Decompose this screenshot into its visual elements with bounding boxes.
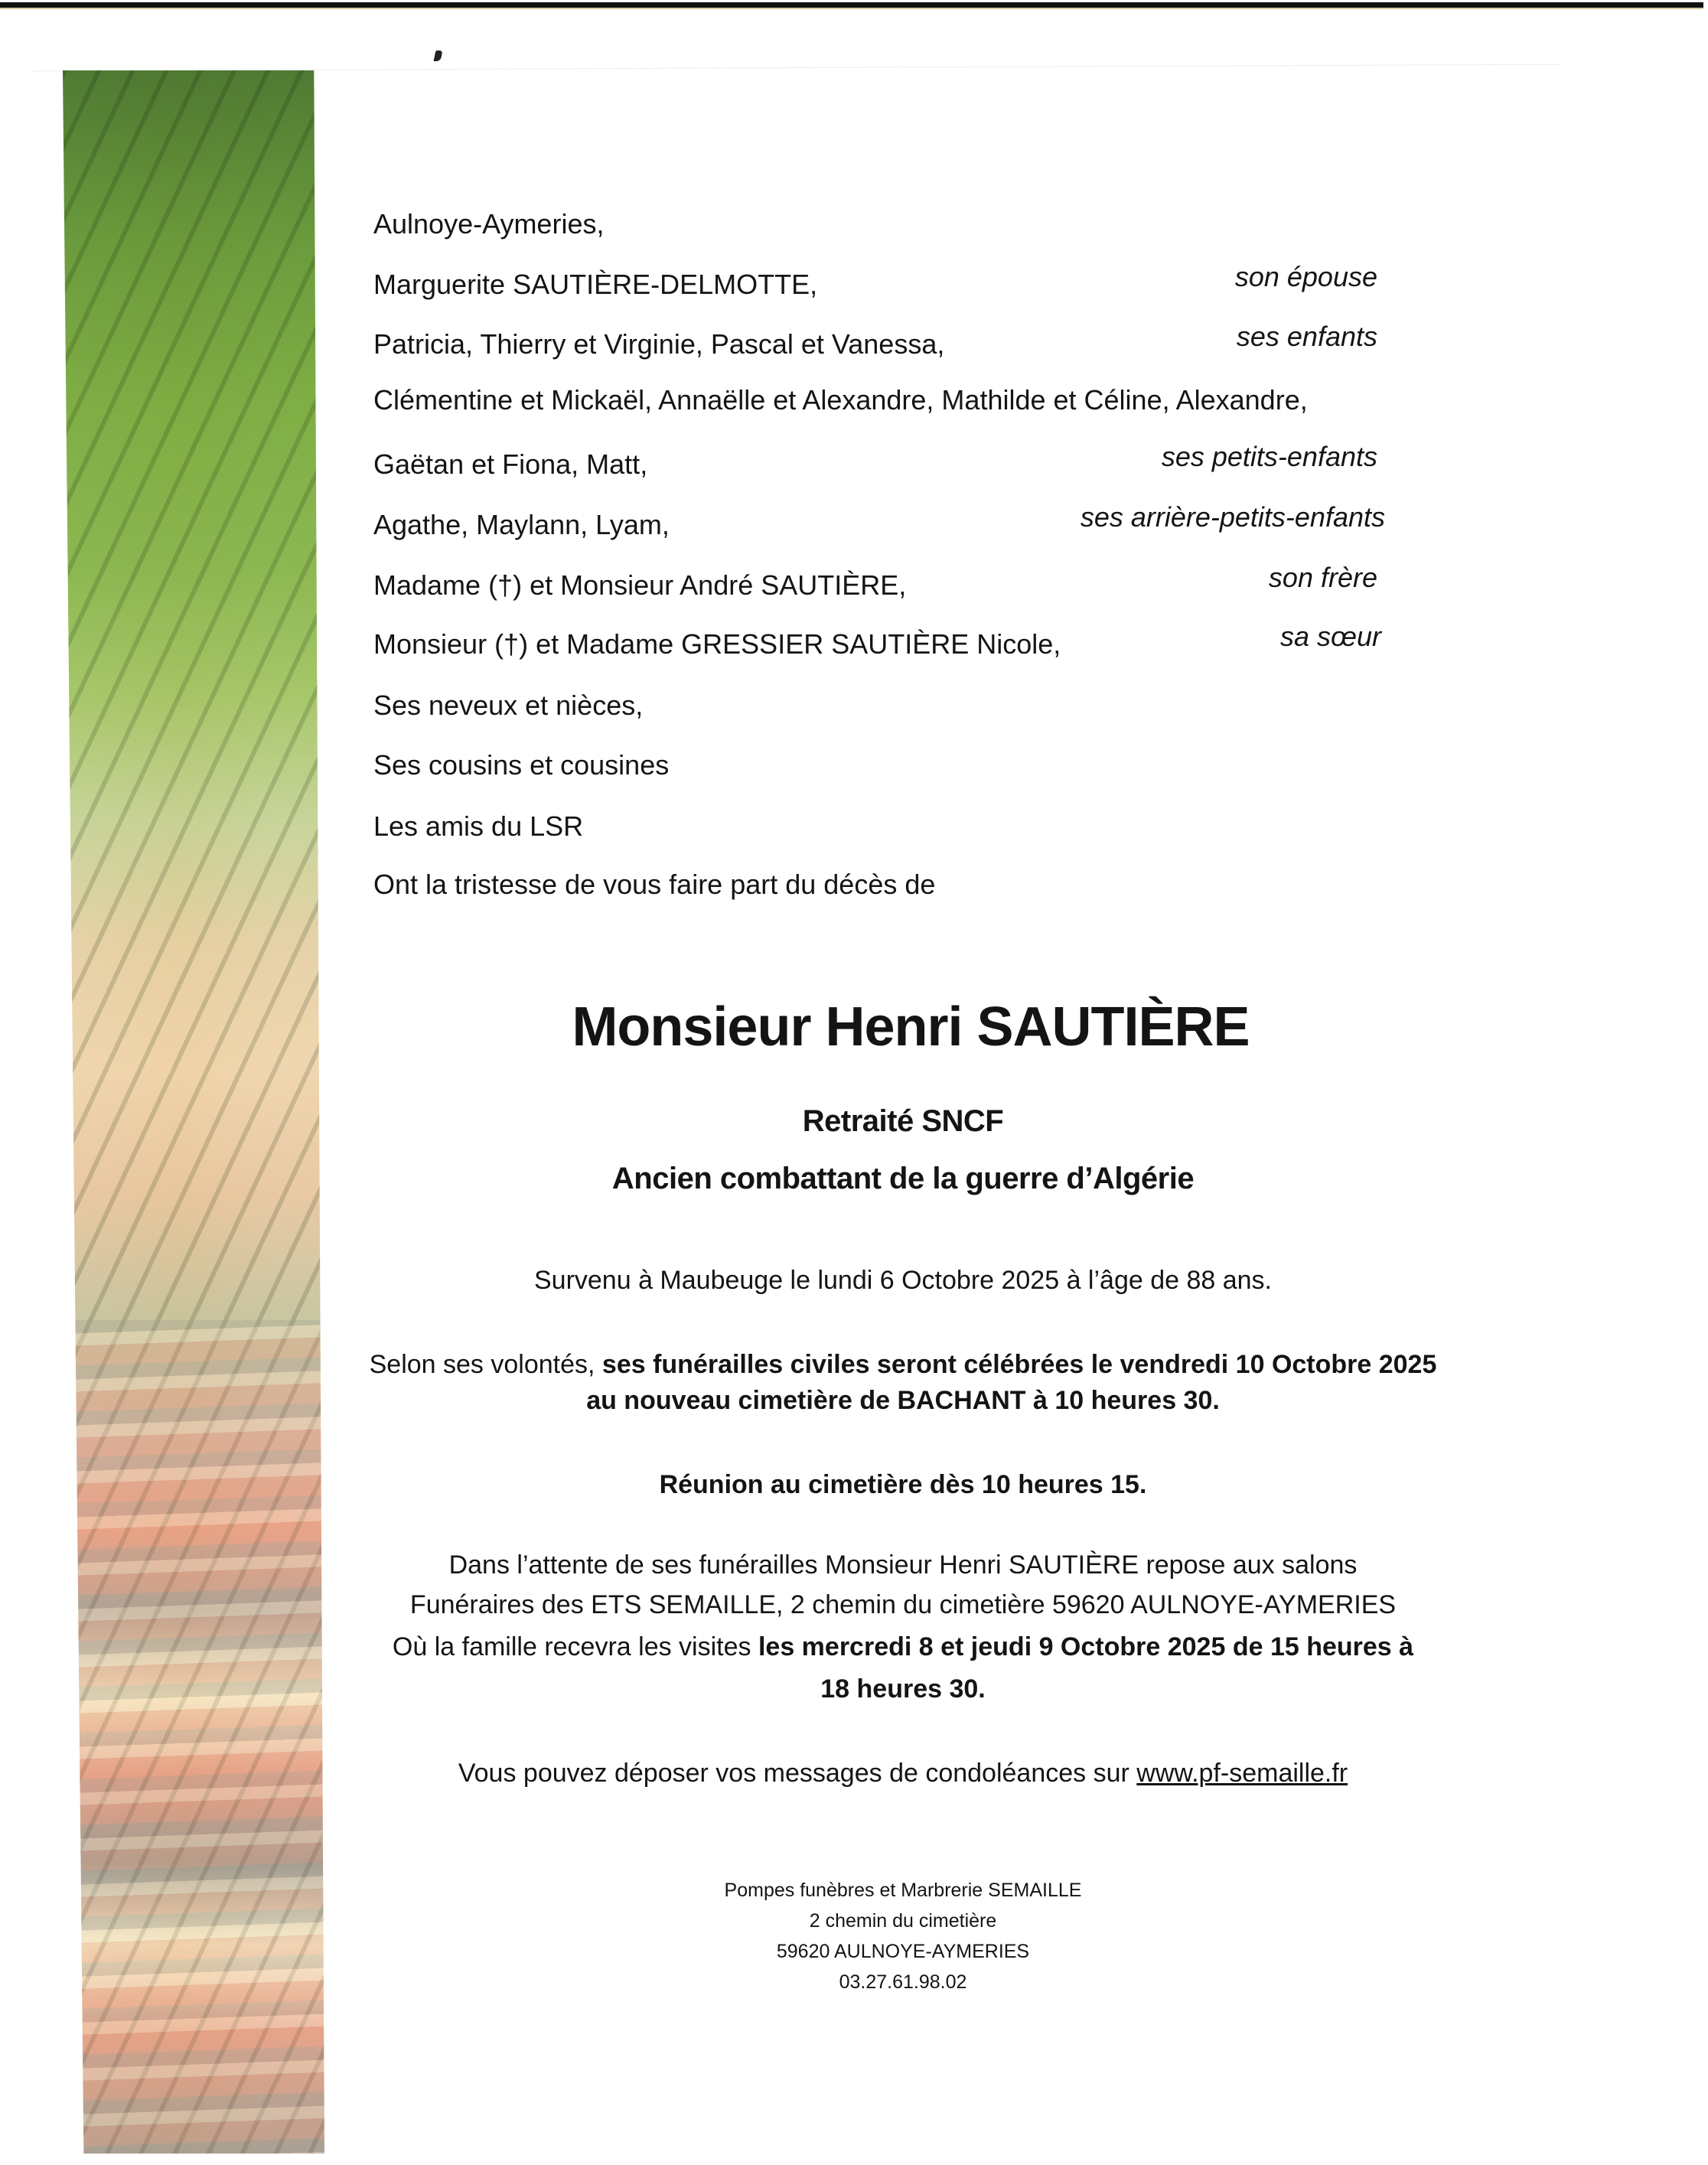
footer-phone: 03.27.61.98.02 — [839, 1971, 967, 1993]
family-names-grandchildren-1: Clémentine et Mickaël, Annaëlle et Alexandre, Mathilde et Céline, Alexandre, — [373, 384, 1308, 416]
scan-artifact-line — [31, 64, 1561, 72]
footer-street: 2 chemin du cimetière — [809, 1910, 997, 1932]
family-names-grandchildren-2: Gaëtan et Fiona, Matt, — [373, 448, 648, 480]
rest-line-1: Dans l’attente de ses funérailles Monsieur Henri SAUTIÈRE repose aux salons — [448, 1550, 1358, 1580]
visits-end-time: 18 heures 30. — [820, 1674, 986, 1704]
condolences-line — [367, 1756, 1439, 1790]
deceased-name: Monsieur Henri SAUTIÈRE — [572, 996, 1250, 1058]
family-names-nephews: Ses neveux et nièces, — [373, 690, 644, 721]
family-names-children: Patricia, Thierry et Virginie, Pascal et Vanessa, — [373, 328, 945, 360]
family-names-friends: Les amis du LSR — [373, 810, 584, 842]
rest-line-4 — [367, 1672, 1439, 1706]
relation-spouse: son épouse — [1234, 261, 1377, 292]
meeting-line — [367, 1468, 1439, 1501]
relation-sister: sa sœur — [1279, 621, 1381, 652]
scan-top-border — [0, 2, 1703, 8]
relation-brother: son frère — [1268, 562, 1377, 593]
announcement-line: Ont la tristesse de vous faire part du décès de — [373, 869, 936, 900]
condolences-text: Vous pouvez déposer vos messages de condoléances sur — [458, 1759, 1137, 1788]
city-line: Aulnoye-Aymeries, — [373, 208, 605, 240]
family-names-cousins: Ses cousins et cousines — [373, 749, 670, 781]
family-names-spouse: Marguerite SAUTIÈRE-DELMOTTE, — [373, 269, 818, 300]
footer-company: Pompes funèbres et Marbrerie SEMAILLE — [724, 1880, 1082, 1901]
family-names-sister: Monsieur (†) et Madame GRESSIER SAUTIÈRE Nicole, — [373, 628, 1061, 660]
forest-path-image — [63, 70, 324, 2154]
family-names-brother: Madame (†) et Monsieur André SAUTIÈRE, — [373, 569, 907, 601]
death-info: Survenu à Maubeuge le lundi 6 Octobre 2025 à l’âge de 88 ans. — [533, 1266, 1273, 1295]
scan-mark — [434, 51, 443, 61]
rest-line-2: Funéraires des ETS SEMAILLE, 2 chemin du cimetière 59620 AULNOYE-AYMERIES — [409, 1590, 1397, 1619]
visits-dates: les mercredi 8 et jeudi 9 Octobre 2025 de 15 heures à — [758, 1632, 1414, 1661]
scan-top-border-shadow — [0, 8, 1703, 9]
relation-children: ses enfants — [1236, 321, 1377, 352]
footer-city: 59620 AULNOYE-AYMERIES — [776, 1941, 1030, 1962]
funeral-location: au nouveau cimetière de BACHANT à 10 heures 30. — [586, 1386, 1220, 1415]
deceased-title-2: Ancien combattant de la guerre d’Algérie — [611, 1162, 1195, 1195]
funeral-line-1 — [367, 1348, 1439, 1381]
relation-great-grandchildren: ses arrière-petits-enfants — [1080, 501, 1385, 533]
rest-line-3 — [367, 1630, 1439, 1664]
deceased-title-1: Retraité SNCF — [802, 1104, 1004, 1138]
relation-grandchildren: ses petits-enfants — [1161, 441, 1377, 472]
family-names-great-grandchildren: Agathe, Maylann, Lyam, — [373, 509, 670, 540]
funeral-details: ses funérailles civiles seront célébrées le vendredi 10 Octobre 2025 — [601, 1350, 1437, 1379]
funeral-intro: Selon ses volontés, — [369, 1350, 602, 1379]
meeting-time: Réunion au cimetière dès 10 heures 15. — [659, 1470, 1147, 1499]
funeral-line-2 — [367, 1384, 1439, 1417]
condolences-link[interactable]: www.pf-semaille.fr — [1136, 1759, 1348, 1788]
visits-intro: Où la famille recevra les visites — [392, 1632, 758, 1661]
